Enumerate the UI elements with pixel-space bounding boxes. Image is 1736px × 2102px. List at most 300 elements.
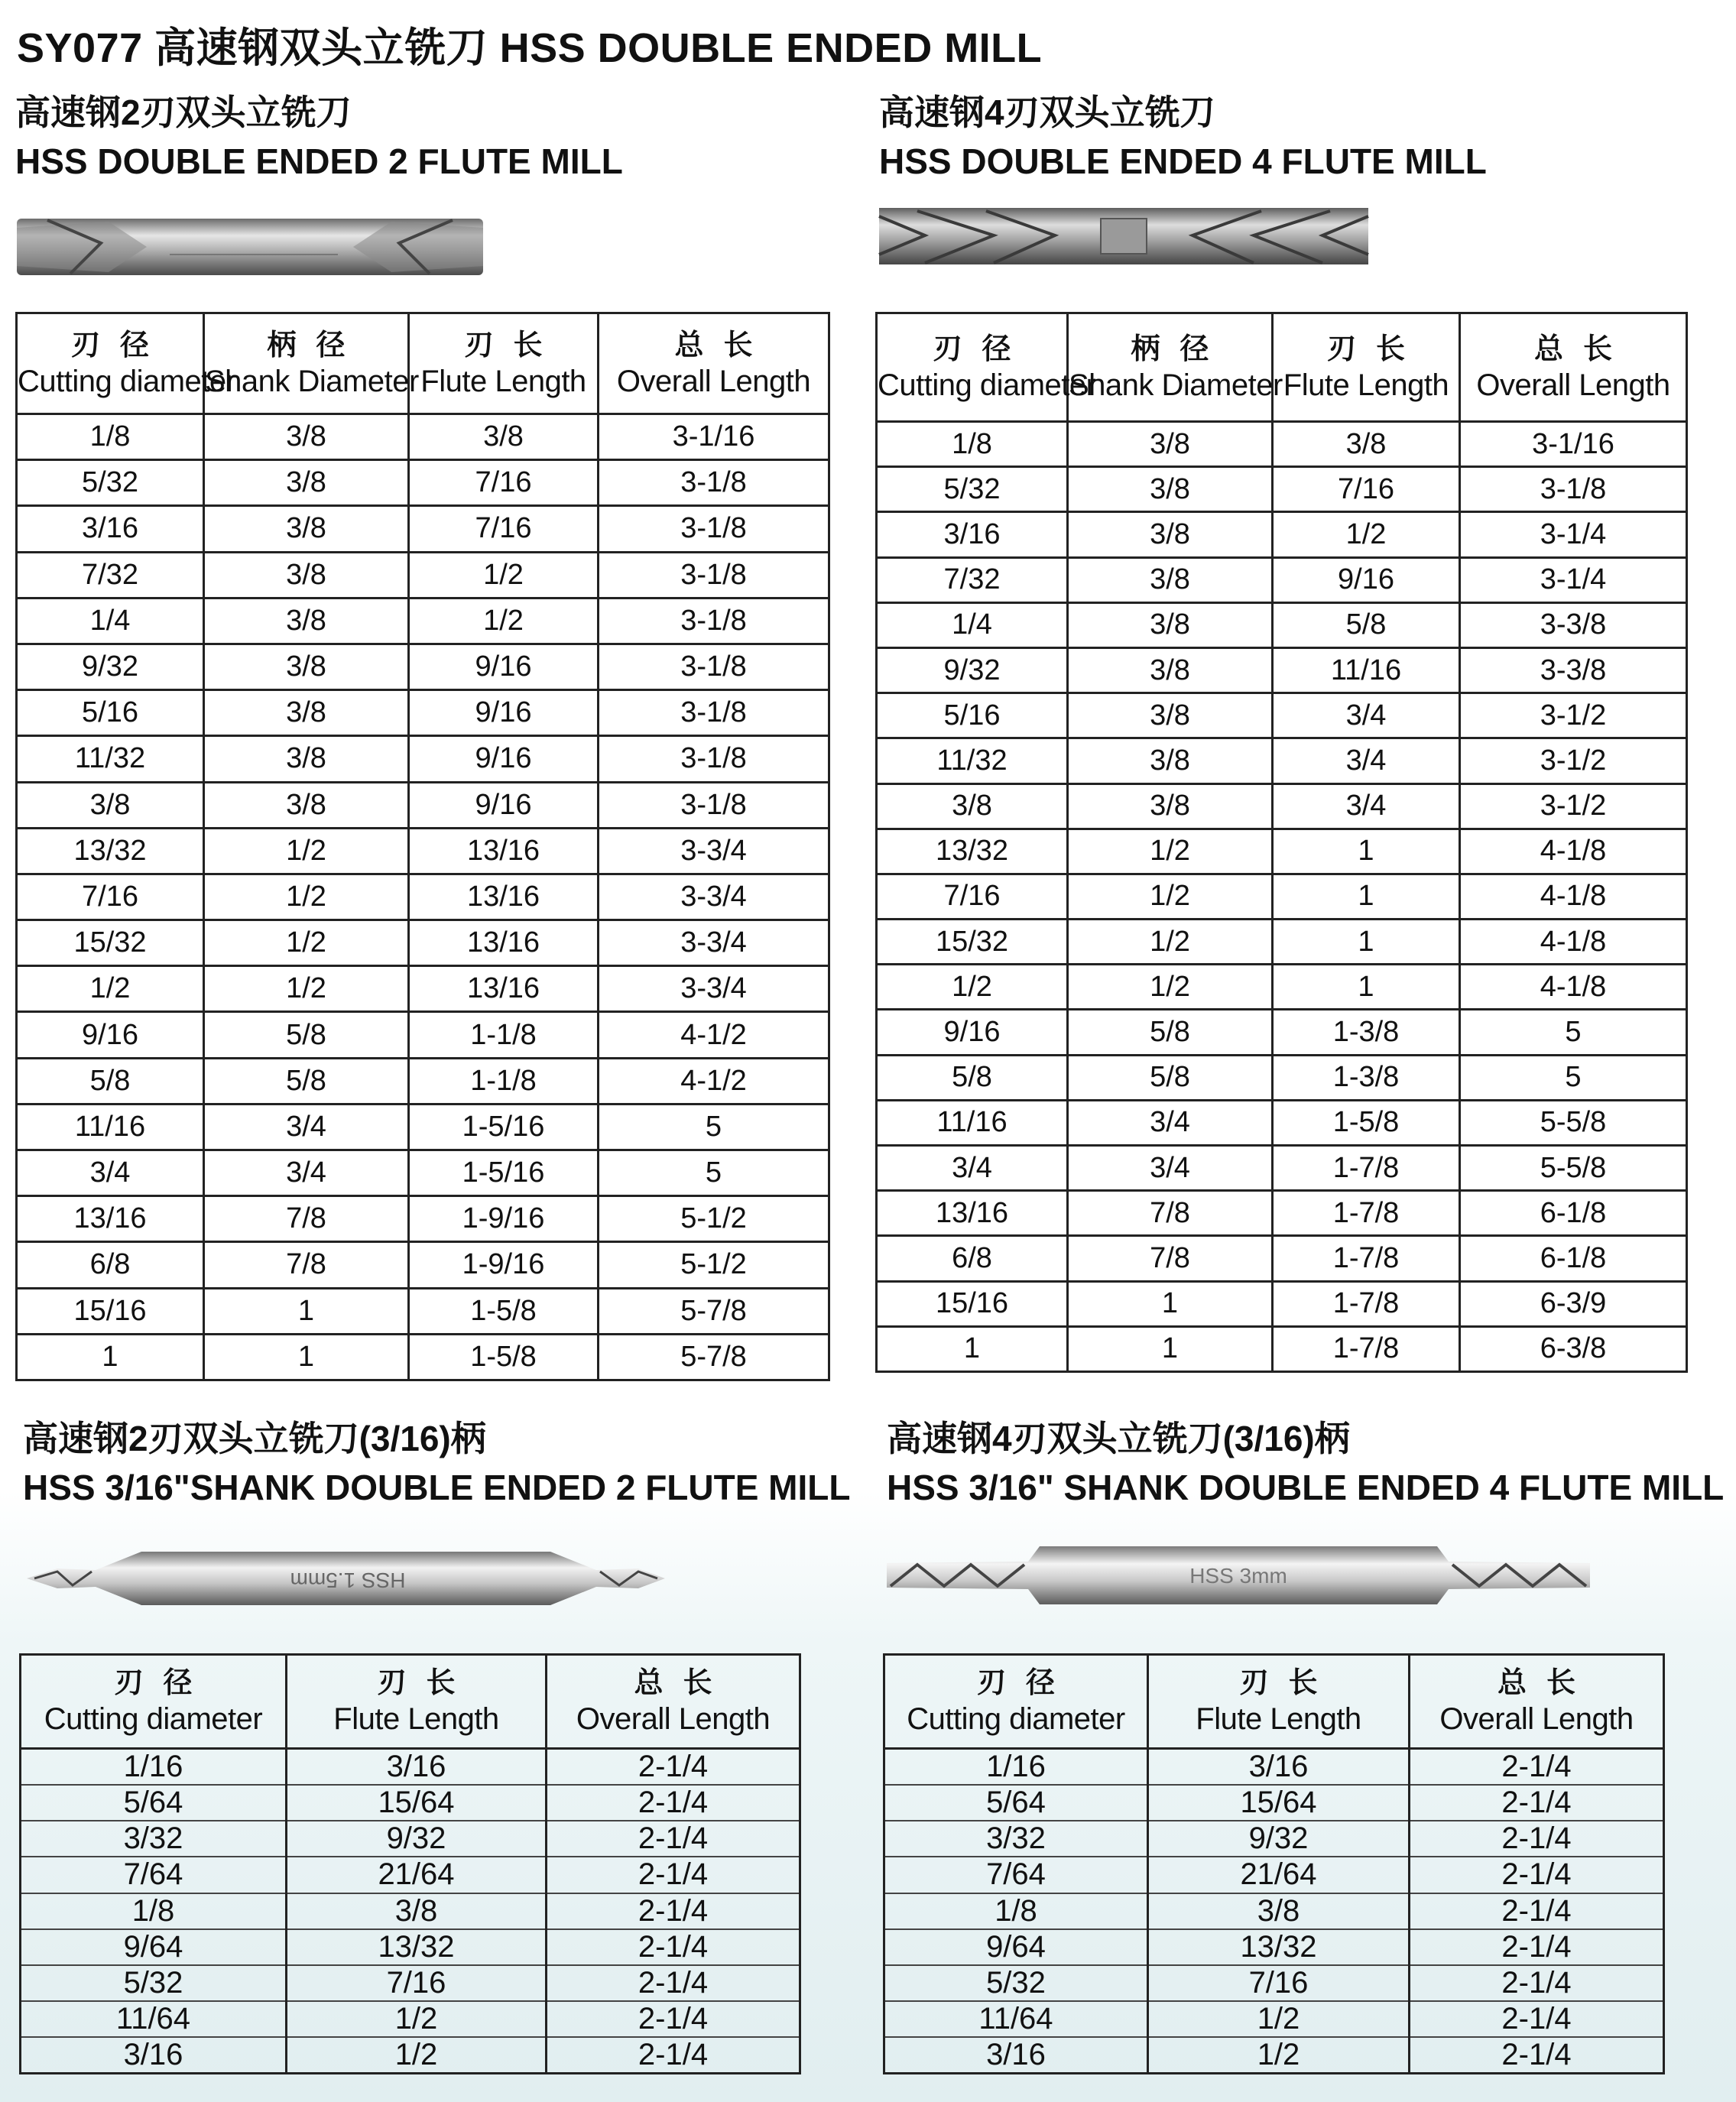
cell-overall-length: 2-1/4 [1410, 1893, 1664, 1929]
cell-cutting-diameter: 9/32 [877, 647, 1068, 693]
col-overall-length: 总长 Overall Length [1410, 1655, 1664, 1749]
cell-cutting-diameter: 3/16 [884, 2037, 1148, 2074]
cell-flute-length: 13/16 [409, 874, 599, 920]
table-row [884, 1785, 1664, 1821]
cell-cutting-diameter: 3/4 [877, 1146, 1068, 1191]
cell-cutting-diameter: 13/16 [877, 1191, 1068, 1236]
cell-cutting-diameter: 1/2 [17, 966, 204, 1012]
cell-flute-length: 1/2 [1273, 512, 1460, 557]
table-2-flute-316-shank [19, 1653, 801, 2074]
table-row [17, 920, 829, 966]
cell-cutting-diameter: 7/64 [884, 1857, 1148, 1893]
table-row [877, 1236, 1687, 1281]
table-row [884, 1965, 1664, 2001]
cell-shank-diameter: 3/8 [1068, 738, 1273, 783]
section-title-en: HSS 3/16"SHANK DOUBLE ENDED 2 FLUTE MILL [23, 1468, 851, 1507]
cell-cutting-diameter: 5/32 [17, 460, 204, 506]
cell-flute-length: 9/32 [287, 1821, 547, 1857]
cell-cutting-diameter: 15/16 [17, 1288, 204, 1334]
cell-shank-diameter: 3/8 [1068, 512, 1273, 557]
cell-flute-length: 1 [1273, 874, 1460, 919]
cell-flute-length: 15/64 [1148, 1785, 1410, 1821]
table-row [877, 602, 1687, 647]
cell-overall-length: 3-1/4 [1460, 512, 1687, 557]
table-row [877, 829, 1687, 874]
cell-shank-diameter: 1 [1068, 1326, 1273, 1371]
table-row [17, 1012, 829, 1058]
cell-cutting-diameter: 5/8 [877, 1055, 1068, 1100]
cell-flute-length: 9/16 [409, 736, 599, 782]
table-row [17, 506, 829, 552]
table-row [21, 1857, 800, 1893]
cell-cutting-diameter: 1/4 [17, 598, 204, 644]
table-row [877, 1055, 1687, 1100]
cell-flute-length: 1-9/16 [409, 1242, 599, 1288]
section-title-zh: 高速钢2刃双头立铣刀(3/16)柄 [23, 1419, 486, 1458]
cell-overall-length: 5 [599, 1104, 829, 1150]
cell-cutting-diameter: 13/32 [877, 829, 1068, 874]
cell-flute-length: 3/8 [1273, 422, 1460, 467]
cell-flute-length: 1-5/16 [409, 1150, 599, 1196]
cell-flute-length: 1/2 [1148, 2037, 1410, 2074]
cell-shank-diameter: 3/8 [204, 736, 409, 782]
cell-flute-length: 9/16 [409, 690, 599, 736]
cell-overall-length: 3-3/4 [599, 966, 829, 1012]
cell-shank-diameter: 3/8 [204, 690, 409, 736]
cell-overall-length: 3-1/8 [599, 506, 829, 552]
cell-cutting-diameter: 3/32 [884, 1821, 1148, 1857]
col-cutting-diameter: 刃径 Cutting diameter [21, 1655, 287, 1749]
cell-cutting-diameter: 1/8 [17, 414, 204, 460]
table-row [877, 467, 1687, 512]
cell-shank-diameter: 3/8 [1068, 602, 1273, 647]
table-row [17, 1288, 829, 1334]
cell-flute-length: 1-1/8 [409, 1012, 599, 1058]
cell-cutting-diameter: 5/8 [17, 1058, 204, 1104]
cell-overall-length: 5-7/8 [599, 1334, 829, 1380]
section-4-flute-316-title [887, 1414, 1724, 1512]
cell-cutting-diameter: 5/32 [21, 1965, 287, 2001]
table-row [877, 1281, 1687, 1326]
cell-flute-length: 3/8 [287, 1893, 547, 1929]
cell-cutting-diameter: 11/32 [877, 738, 1068, 783]
cell-cutting-diameter: 9/16 [877, 1010, 1068, 1055]
tool-marking: HSS 1.5mm [290, 1568, 406, 1592]
table-row [877, 738, 1687, 783]
cell-flute-length: 7/16 [287, 1965, 547, 2001]
cell-shank-diameter: 1/2 [204, 966, 409, 1012]
cell-overall-length: 2-1/4 [1410, 2037, 1664, 2074]
table-row [17, 874, 829, 920]
section-title-zh: 高速钢4刃双头立铣刀 [879, 92, 1215, 132]
cell-cutting-diameter: 5/16 [17, 690, 204, 736]
cell-cutting-diameter: 15/32 [17, 920, 204, 966]
col-cutting-diameter: 刃径 Cutting diameter [877, 313, 1068, 422]
cell-cutting-diameter: 9/64 [884, 1929, 1148, 1965]
cell-overall-length: 3-3/4 [599, 828, 829, 874]
cell-overall-length: 2-1/4 [547, 1821, 800, 1857]
cell-cutting-diameter: 13/32 [17, 828, 204, 874]
cell-shank-diameter: 3/4 [1068, 1146, 1273, 1191]
cell-overall-length: 3-3/4 [599, 874, 829, 920]
cell-flute-length: 1-1/8 [409, 1058, 599, 1104]
cell-cutting-diameter: 7/64 [21, 1857, 287, 1893]
col-overall-length: 总长 Overall Length [599, 313, 829, 414]
cell-shank-diameter: 3/8 [204, 460, 409, 506]
cell-shank-diameter: 5/8 [204, 1012, 409, 1058]
col-flute-length: 刃长 Flute Length [287, 1655, 547, 1749]
table-row [877, 965, 1687, 1010]
table-row [21, 1749, 800, 1786]
double-ended-4-flute-mill-image [879, 205, 1368, 268]
cell-flute-length: 21/64 [287, 1857, 547, 1893]
cell-cutting-diameter: 3/32 [21, 1821, 287, 1857]
section-title-zh: 高速钢4刃双头立铣刀(3/16)柄 [887, 1419, 1350, 1458]
section-title-en: HSS DOUBLE ENDED 2 FLUTE MILL [15, 141, 623, 181]
cell-shank-diameter: 7/8 [204, 1196, 409, 1242]
cell-flute-length: 13/16 [409, 920, 599, 966]
table-row [877, 557, 1687, 602]
cell-cutting-diameter: 3/16 [17, 506, 204, 552]
cell-flute-length: 1/2 [287, 2001, 547, 2037]
cell-shank-diameter: 7/8 [204, 1242, 409, 1288]
cell-cutting-diameter: 13/16 [17, 1196, 204, 1242]
cell-flute-length: 21/64 [1148, 1857, 1410, 1893]
table-row [17, 1150, 829, 1196]
cell-flute-length: 13/16 [409, 966, 599, 1012]
cell-flute-length: 13/16 [409, 828, 599, 874]
cell-cutting-diameter: 3/16 [877, 512, 1068, 557]
cell-cutting-diameter: 1/16 [21, 1749, 287, 1786]
cell-cutting-diameter: 9/64 [21, 1929, 287, 1965]
cell-flute-length: 1/2 [409, 598, 599, 644]
cell-overall-length: 2-1/4 [547, 1749, 800, 1786]
col-flute-length: 刃长 Flute Length [1273, 313, 1460, 422]
table-row [17, 460, 829, 506]
cell-cutting-diameter: 11/16 [17, 1104, 204, 1150]
cell-overall-length: 3-1/4 [1460, 557, 1687, 602]
cell-overall-length: 5-5/8 [1460, 1146, 1687, 1191]
cell-overall-length: 3-1/16 [599, 414, 829, 460]
cell-overall-length: 5 [1460, 1010, 1687, 1055]
section-title-en: HSS 3/16" SHANK DOUBLE ENDED 4 FLUTE MILL [887, 1468, 1725, 1507]
cell-shank-diameter: 3/8 [1068, 647, 1273, 693]
cell-shank-diameter: 1/2 [204, 874, 409, 920]
cell-shank-diameter: 1 [204, 1334, 409, 1380]
cell-flute-length: 9/16 [1273, 557, 1460, 602]
section-2-flute-title [15, 88, 623, 186]
table-row [877, 1191, 1687, 1236]
table-row [877, 1326, 1687, 1371]
cell-flute-length: 13/32 [287, 1929, 547, 1965]
table-row [21, 1893, 800, 1929]
cell-cutting-diameter: 1 [877, 1326, 1068, 1371]
cell-overall-length: 3-1/8 [599, 644, 829, 689]
cell-shank-diameter: 1/2 [1068, 874, 1273, 919]
cell-cutting-diameter: 15/32 [877, 920, 1068, 965]
section-title-en: HSS DOUBLE ENDED 4 FLUTE MILL [879, 141, 1487, 181]
cell-cutting-diameter: 3/4 [17, 1150, 204, 1196]
section-2-flute-316-title [23, 1414, 850, 1512]
cell-shank-diameter: 3/4 [1068, 1100, 1273, 1145]
table-row [884, 1893, 1664, 1929]
cell-flute-length: 1-5/16 [409, 1104, 599, 1150]
cell-flute-length: 9/16 [409, 644, 599, 689]
cell-cutting-diameter: 1/2 [877, 965, 1068, 1010]
cell-cutting-diameter: 7/32 [877, 557, 1068, 602]
cell-cutting-diameter: 9/16 [17, 1012, 204, 1058]
table-row [21, 1965, 800, 2001]
cell-overall-length: 3-3/8 [1460, 602, 1687, 647]
cell-shank-diameter: 5/8 [204, 1058, 409, 1104]
table-row [877, 1100, 1687, 1145]
cell-overall-length: 2-1/4 [1410, 1785, 1664, 1821]
cell-overall-length: 5 [1460, 1055, 1687, 1100]
table-row [877, 1010, 1687, 1055]
cell-flute-length: 1-5/8 [1273, 1100, 1460, 1145]
cell-cutting-diameter: 5/64 [884, 1785, 1148, 1821]
cell-flute-length: 3/4 [1273, 738, 1460, 783]
table-row [17, 644, 829, 689]
cell-flute-length: 1-5/8 [409, 1288, 599, 1334]
cell-flute-length: 3/16 [287, 1749, 547, 1786]
cell-flute-length: 15/64 [287, 1785, 547, 1821]
cell-overall-length: 3-1/8 [1460, 467, 1687, 512]
cell-overall-length: 5-1/2 [599, 1196, 829, 1242]
table-2-flute-mill [15, 312, 830, 1381]
cell-flute-length: 1 [1273, 965, 1460, 1010]
cell-shank-diameter: 7/8 [1068, 1236, 1273, 1281]
cell-cutting-diameter: 6/8 [877, 1236, 1068, 1281]
cell-overall-length: 3-3/4 [599, 920, 829, 966]
cell-overall-length: 2-1/4 [547, 2001, 800, 2037]
col-flute-length: 刃长 Flute Length [1148, 1655, 1410, 1749]
cell-cutting-diameter: 7/32 [17, 552, 204, 598]
cell-flute-length: 7/16 [1148, 1965, 1410, 2001]
cell-overall-length: 2-1/4 [547, 1785, 800, 1821]
cell-overall-length: 3-1/8 [599, 736, 829, 782]
table-row [17, 966, 829, 1012]
cell-overall-length: 5 [599, 1150, 829, 1196]
section-4-flute-title [879, 88, 1487, 186]
col-shank-diameter: 柄径 Shank Diameter [204, 313, 409, 414]
cell-shank-diameter: 3/8 [204, 644, 409, 689]
cell-cutting-diameter: 5/32 [884, 1965, 1148, 2001]
cell-overall-length: 3-1/8 [599, 598, 829, 644]
cell-overall-length: 4-1/2 [599, 1058, 829, 1104]
cell-cutting-diameter: 1/4 [877, 602, 1068, 647]
table-row [17, 598, 829, 644]
cell-overall-length: 5-7/8 [599, 1288, 829, 1334]
cell-shank-diameter: 7/8 [1068, 1191, 1273, 1236]
table-4-flute-316-shank [883, 1653, 1665, 2074]
table-row [17, 1104, 829, 1150]
table-row [21, 2037, 800, 2074]
table-row [884, 1929, 1664, 1965]
cell-cutting-diameter: 1 [17, 1334, 204, 1380]
cell-cutting-diameter: 5/64 [21, 1785, 287, 1821]
table-row [877, 920, 1687, 965]
cell-overall-length: 3-3/8 [1460, 647, 1687, 693]
cell-flute-length: 7/16 [409, 506, 599, 552]
cell-flute-length: 3/8 [1148, 1893, 1410, 1929]
table-row [884, 2001, 1664, 2037]
table-row [877, 512, 1687, 557]
table-row [17, 414, 829, 460]
cell-overall-length: 2-1/4 [1410, 1749, 1664, 1786]
tool-marking: HSS 3mm [1189, 1564, 1287, 1588]
cell-flute-length: 13/32 [1148, 1929, 1410, 1965]
cell-shank-diameter: 3/8 [204, 782, 409, 828]
col-shank-diameter: 柄径 Shank Diameter [1068, 313, 1273, 422]
cell-flute-length: 1-7/8 [1273, 1146, 1460, 1191]
cell-overall-length: 2-1/4 [1410, 1821, 1664, 1857]
cell-flute-length: 3/4 [1273, 693, 1460, 738]
cell-cutting-diameter: 1/16 [884, 1749, 1148, 1786]
table-row [17, 1242, 829, 1288]
cell-overall-length: 3-1/8 [599, 460, 829, 506]
col-cutting-diameter: 刃径 Cutting diameter [17, 313, 204, 414]
cell-cutting-diameter: 7/16 [17, 874, 204, 920]
cell-cutting-diameter: 11/32 [17, 736, 204, 782]
cell-shank-diameter: 3/8 [1068, 422, 1273, 467]
col-cutting-diameter: 刃径 Cutting diameter [884, 1655, 1148, 1749]
double-ended-4-flute-316-shank-image [887, 1540, 1590, 1609]
cell-overall-length: 2-1/4 [547, 1965, 800, 2001]
cell-flute-length: 1/2 [1148, 2001, 1410, 2037]
cell-flute-length: 1-5/8 [409, 1334, 599, 1380]
cell-shank-diameter: 3/8 [1068, 467, 1273, 512]
table-row [17, 828, 829, 874]
table-row [21, 2001, 800, 2037]
cell-overall-length: 2-1/4 [547, 1857, 800, 1893]
cell-cutting-diameter: 1/8 [21, 1893, 287, 1929]
cell-shank-diameter: 3/4 [204, 1104, 409, 1150]
cell-overall-length: 6-1/8 [1460, 1191, 1687, 1236]
table-row [877, 693, 1687, 738]
cell-cutting-diameter: 11/16 [877, 1100, 1068, 1145]
cell-flute-length: 1/2 [409, 552, 599, 598]
table-row [21, 1929, 800, 1965]
cell-overall-length: 2-1/4 [547, 1929, 800, 1965]
cell-overall-length: 4-1/8 [1460, 829, 1687, 874]
table-row [884, 1821, 1664, 1857]
cell-flute-length: 7/16 [1273, 467, 1460, 512]
cell-overall-length: 5-1/2 [599, 1242, 829, 1288]
cell-overall-length: 2-1/4 [1410, 1857, 1664, 1893]
cell-cutting-diameter: 11/64 [21, 2001, 287, 2037]
cell-flute-length: 1 [1273, 920, 1460, 965]
table-row [21, 1785, 800, 1821]
table-row [877, 783, 1687, 829]
cell-overall-length: 6-3/8 [1460, 1326, 1687, 1371]
cell-cutting-diameter: 3/8 [877, 783, 1068, 829]
cell-shank-diameter: 5/8 [1068, 1055, 1273, 1100]
table-row [17, 1334, 829, 1380]
cell-flute-length: 1-7/8 [1273, 1326, 1460, 1371]
cell-cutting-diameter: 15/16 [877, 1281, 1068, 1326]
cell-flute-length: 1-7/8 [1273, 1191, 1460, 1236]
cell-flute-length: 1-3/8 [1273, 1010, 1460, 1055]
cell-flute-length: 9/32 [1148, 1821, 1410, 1857]
cell-overall-length: 3-1/8 [599, 782, 829, 828]
cell-flute-length: 3/8 [409, 414, 599, 460]
table-4-flute-mill [875, 312, 1688, 1373]
cell-overall-length: 4-1/8 [1460, 920, 1687, 965]
double-ended-2-flute-316-shank-image [27, 1544, 665, 1613]
cell-overall-length: 2-1/4 [547, 1893, 800, 1929]
cell-overall-length: 5-5/8 [1460, 1100, 1687, 1145]
cell-cutting-diameter: 5/16 [877, 693, 1068, 738]
cell-overall-length: 4-1/8 [1460, 965, 1687, 1010]
col-overall-length: 总长 Overall Length [547, 1655, 800, 1749]
col-overall-length: 总长 Overall Length [1460, 313, 1687, 422]
cell-shank-diameter: 1/2 [204, 920, 409, 966]
cell-overall-length: 6-1/8 [1460, 1236, 1687, 1281]
cell-overall-length: 6-3/9 [1460, 1281, 1687, 1326]
cell-flute-length: 1-9/16 [409, 1196, 599, 1242]
cell-cutting-diameter: 11/64 [884, 2001, 1148, 2037]
cell-flute-length: 1-7/8 [1273, 1236, 1460, 1281]
cell-overall-length: 3-1/8 [599, 552, 829, 598]
table-row [17, 736, 829, 782]
table-row [21, 1821, 800, 1857]
table-row [17, 1058, 829, 1104]
table-row [884, 2037, 1664, 2074]
cell-flute-length: 9/16 [409, 782, 599, 828]
table-row [17, 690, 829, 736]
table-row [877, 874, 1687, 919]
cell-overall-length: 3-1/8 [599, 690, 829, 736]
cell-shank-diameter: 3/8 [204, 552, 409, 598]
cell-flute-length: 1-7/8 [1273, 1281, 1460, 1326]
cell-cutting-diameter: 7/16 [877, 874, 1068, 919]
cell-flute-length: 1/2 [287, 2037, 547, 2074]
page-title: SY077 高速钢双头立铣刀 HSS DOUBLE ENDED MILL [17, 25, 1043, 71]
cell-shank-diameter: 3/8 [1068, 693, 1273, 738]
cell-shank-diameter: 1/2 [204, 828, 409, 874]
cell-overall-length: 2-1/4 [1410, 1965, 1664, 2001]
cell-flute-length: 1-3/8 [1273, 1055, 1460, 1100]
table-row [884, 1749, 1664, 1786]
table-row [884, 1857, 1664, 1893]
cell-overall-length: 4-1/8 [1460, 874, 1687, 919]
cell-flute-length: 7/16 [409, 460, 599, 506]
cell-shank-diameter: 1 [1068, 1281, 1273, 1326]
cell-shank-diameter: 1/2 [1068, 920, 1273, 965]
cell-overall-length: 2-1/4 [1410, 1929, 1664, 1965]
cell-shank-diameter: 5/8 [1068, 1010, 1273, 1055]
cell-shank-diameter: 3/8 [204, 598, 409, 644]
cell-overall-length: 3-1/2 [1460, 738, 1687, 783]
cell-cutting-diameter: 5/32 [877, 467, 1068, 512]
section-title-zh: 高速钢2刃双头立铣刀 [15, 92, 352, 132]
cell-flute-length: 3/16 [1148, 1749, 1410, 1786]
cell-overall-length: 3-1/2 [1460, 783, 1687, 829]
double-ended-2-flute-mill-image [17, 212, 483, 281]
cell-shank-diameter: 3/8 [204, 506, 409, 552]
cell-shank-diameter: 3/8 [1068, 557, 1273, 602]
cell-cutting-diameter: 3/8 [17, 782, 204, 828]
cell-cutting-diameter: 9/32 [17, 644, 204, 689]
cell-overall-length: 3-1/16 [1460, 422, 1687, 467]
cell-cutting-diameter: 1/8 [877, 422, 1068, 467]
cell-flute-length: 1 [1273, 829, 1460, 874]
cell-overall-length: 2-1/4 [547, 2037, 800, 2074]
cell-shank-diameter: 1/2 [1068, 829, 1273, 874]
cell-cutting-diameter: 1/8 [884, 1893, 1148, 1929]
cell-overall-length: 3-1/2 [1460, 693, 1687, 738]
